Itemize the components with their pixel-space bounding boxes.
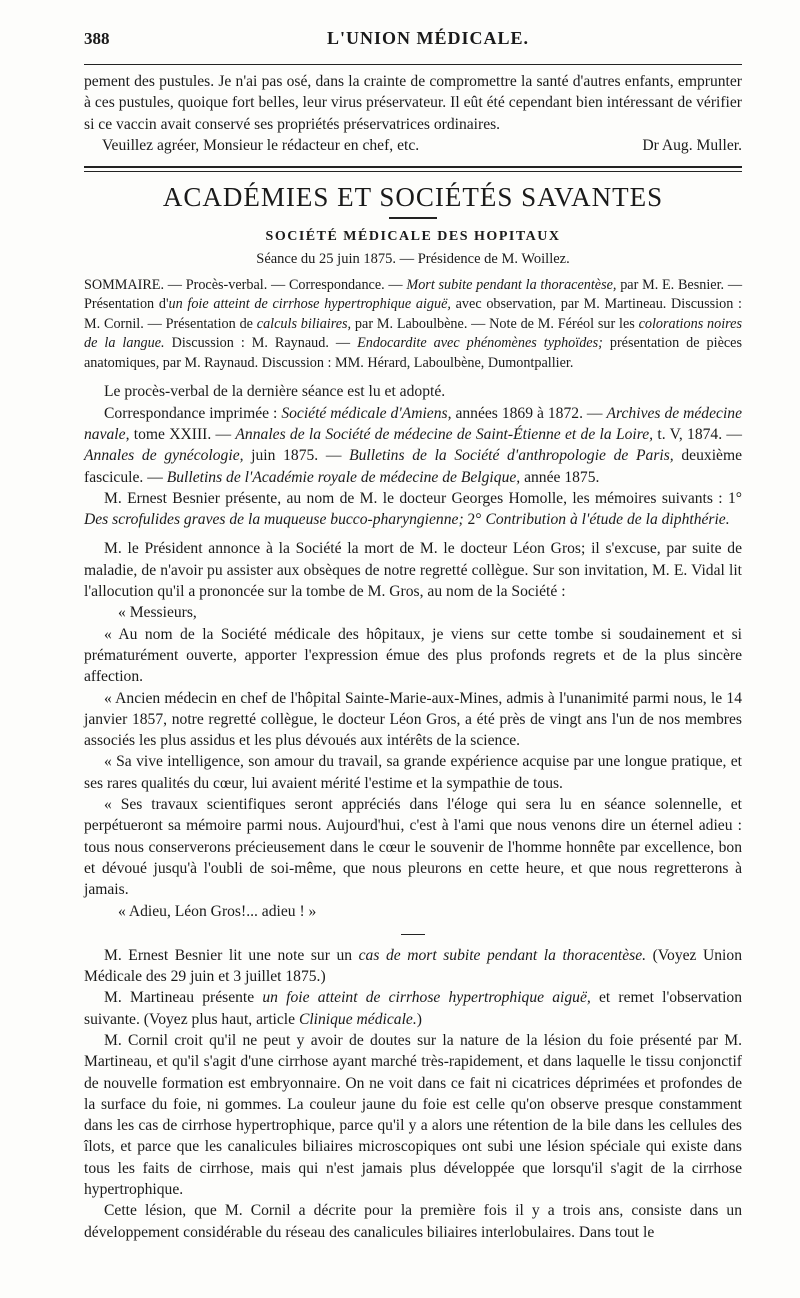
body-italic: Contribution à l'étude de la diphthérie. [485, 511, 730, 529]
paragraph-separator-rule [401, 934, 425, 935]
president-paragraph: M. le Président annonce à la Société la mort de M. le docteur Léon Gros; il s'excuse, par suite de maladie, de n'avoir pu assister aux obsèques de notre regretté collègue. Sur son invitation, M. E. Vidal lit l'allocution qu'il a prononcée sur la tombe de M. Gros, au nom de la Société : [84, 540, 742, 601]
body-text: (Voyez Union Médicale des 29 juin et 3 juillet 1875.) [84, 946, 742, 986]
title-rule [389, 217, 437, 219]
body-italic: Annales de gynécologie, [84, 447, 244, 465]
summary-italic: un foie atteint de cirrhose hypertrophique aiguë, [168, 296, 451, 313]
besnier-presentation-paragraph [84, 488, 742, 531]
body-italic: Archives de médecine navale, [84, 404, 742, 443]
summary-italic: calculs biliaires, [256, 315, 352, 332]
eulogy-opening: « Messieurs, [118, 604, 197, 622]
page-number: 388 [84, 29, 110, 48]
session-line: Séance du 25 juin 1875. — Présidence de M. Woillez. [256, 250, 570, 267]
eulogy-paragraph: « Au nom de la Société médicale des hôpitaux, je viens sur cette tombe si soudainement et si prématurément ouverte, apporter l'expression émue des plus profonds regrets et de la plus sincère affection. [84, 625, 742, 686]
correspondence-paragraph [84, 403, 742, 488]
summary-text: avec observation, par M. Martineau. Discussion : M. Cornil. — Présentation de [84, 296, 742, 332]
running-head [84, 0, 742, 58]
eulogy-paragraph: « Ses travaux scientifiques seront appréciés dans l'éloge qui sera lu en séance solennelle, et perpétueront sa mémoire parmi nous. Aujourd'hui, c'est à l'ami que nous venons dire un éternel adieu : tous nous conserverons précieusement dans le cœur le souvenir de l'homme honnête par excellence, bon et dévoué jusqu'à l'oubli de soi-même, que nous pleurons en cette heure, et que nous regretterons à jamais. [84, 796, 742, 899]
body-text: M. Martineau présente [104, 989, 263, 1007]
body-italic: Bulletins de l'Académie royale de médecine de Belgique, [166, 468, 521, 486]
letter-closing: Veuillez agréer, Monsieur le rédacteur en chef, etc. [102, 136, 420, 154]
body-italic: Annales de la Société de médecine de Saint-Étienne et de la Loire, [235, 425, 654, 443]
body-text: juin 1875. — [243, 447, 350, 465]
section-title: ACADÉMIES ET SOCIÉTÉS SAVANTES [162, 181, 664, 212]
body-text: année 1875. [520, 468, 600, 486]
body-text: M. Ernest Besnier lit une note sur un [104, 946, 359, 964]
eulogy-paragraph: « Ancien médecin en chef de l'hôpital Sainte-Marie-aux-Mines, admis à l'unanimité parmi nous, le 14 janvier 1857, notre regretté collègue, le docteur Léon Gros, a été près de vingt ans l'un de nos membres associés les plus assidus et les plus dévoués aux intérêts de la science. [84, 689, 742, 750]
summary-italic: Mort subite pendant la thoracentèse, [406, 276, 617, 293]
martineau-paragraph [84, 987, 742, 1030]
society-title: SOCIÉTÉ MÉDICALE DES HOPITAUX [265, 228, 561, 244]
summary-text: Discussion : M. Raynaud. — [164, 335, 358, 352]
section-divider [84, 166, 742, 172]
body-text: t. V, 1874. — [653, 425, 743, 443]
header-rule [84, 64, 742, 65]
body-text: Correspondance imprimée : [104, 404, 282, 422]
letter-signature: Dr Aug. Muller. [642, 136, 742, 154]
summary-text: — Procès-verbal. — Correspondance. — [164, 276, 407, 293]
body-text: deuxième fascicule. — [84, 447, 742, 486]
summary-text: par M. E. Besnier. — Présentation d' [84, 276, 743, 313]
minutes-paragraph: Le procès-verbal de la dernière séance est lu et adopté. [104, 383, 446, 401]
body-italic: cas de mort subite pendant la thoracentèse. [358, 946, 647, 964]
body-italic: Société médicale d'Amiens, [281, 404, 452, 422]
body-italic: Des scrofulides graves de la muqueuse bucco-pharyngienne; [84, 511, 464, 529]
summary-text: présentation de pièces anatomiques, par M. Raynaud. Discussion : MM. Hérard, Laboulbène, Dumontpallier. [84, 335, 743, 371]
summary-text: par M. Laboulbène. — Note de M. Féréol sur les [351, 315, 639, 332]
body-text: et remet l'observation suivante. (Voyez plus haut, article [84, 989, 743, 1028]
body-text: années 1869 à 1872. — [451, 404, 607, 422]
besnier-note-paragraph [84, 945, 742, 988]
letter-signoff [84, 135, 742, 156]
body-text: M. Ernest Besnier présente, au nom de M. le docteur Georges Homolle, les mémoires suivants : 1° [104, 489, 742, 507]
cornil-continuation-paragraph: Cette lésion, que M. Cornil a décrite pour la première fois il y a trois ans, consiste dans un développement considérable du réseau des canalicules biliaires interlobulaires. Dans tout le [84, 1202, 742, 1241]
summary-block [84, 276, 742, 374]
journal-title: L'UNION MÉDICALE. [326, 28, 530, 48]
eulogy-paragraph: « Sa vive intelligence, son amour du travail, sa grande expérience acquise par une longue pratique, et ses rares qualités du cœur, lui avaient mérité l'estime et la sympathie de tous. [84, 753, 742, 792]
summary-italic: colorations noires de la langue. [84, 315, 742, 352]
body-italic: Bulletins de la Société d'anthropologie de Paris, [349, 447, 674, 465]
body-text: tome XXIII. — [129, 425, 236, 443]
summary-paragraph [84, 276, 742, 374]
eulogy-closing: « Adieu, Léon Gros!... adieu ! » [118, 902, 317, 920]
body-text: 2° [463, 511, 486, 529]
summary-italic: Endocardite avec phénomènes typhoïdes; [357, 335, 603, 352]
cornil-paragraph: M. Cornil croit qu'il ne peut y avoir de doutes sur la nature de la lésion du foie présenté par M. Martineau, et qu'il s'agit d'une cirrhose ayant marché très-rapidement, et dans laquelle le tissu conjonctif de nouvelle formation est embryonnaire. On ne voit dans ce fait ni cicatrices déprimées et profondes de la surface du foie, ni gommes. La couleur jaune du foie est celle qu'on observe presque constamment dans les cas de cirrhose hypertrophique, parce qu'il y a alors une rétention de la bile dans les cellules des îlots, et parce que les canalicules biliaires microscopiques ont subi une lésion spéciale qui existe dans tous les faits de cirrhose, mais qui n'est jamais plus développée que lorsqu'il s'agit de la cirrhose hypertrophique. [84, 1032, 742, 1199]
body-italic: Clinique médicale. [298, 1010, 417, 1028]
body-italic: un foie atteint de cirrhose hypertrophique aiguë, [262, 989, 591, 1007]
letter-paragraph: pement des pustules. Je n'ai pas osé, dans la crainte de compromettre la santé d'autres enfants, emprunter à ces pustules, quoique fort belles, leur virus préservateur. Il eût été cependant bien intéressant de vérifier si ce vaccin avait conservé ses propriétés préservatrices ordinaires. [84, 73, 742, 133]
body-text: ) [416, 1010, 422, 1028]
summary-lead: SOMMAIRE. [84, 276, 165, 293]
